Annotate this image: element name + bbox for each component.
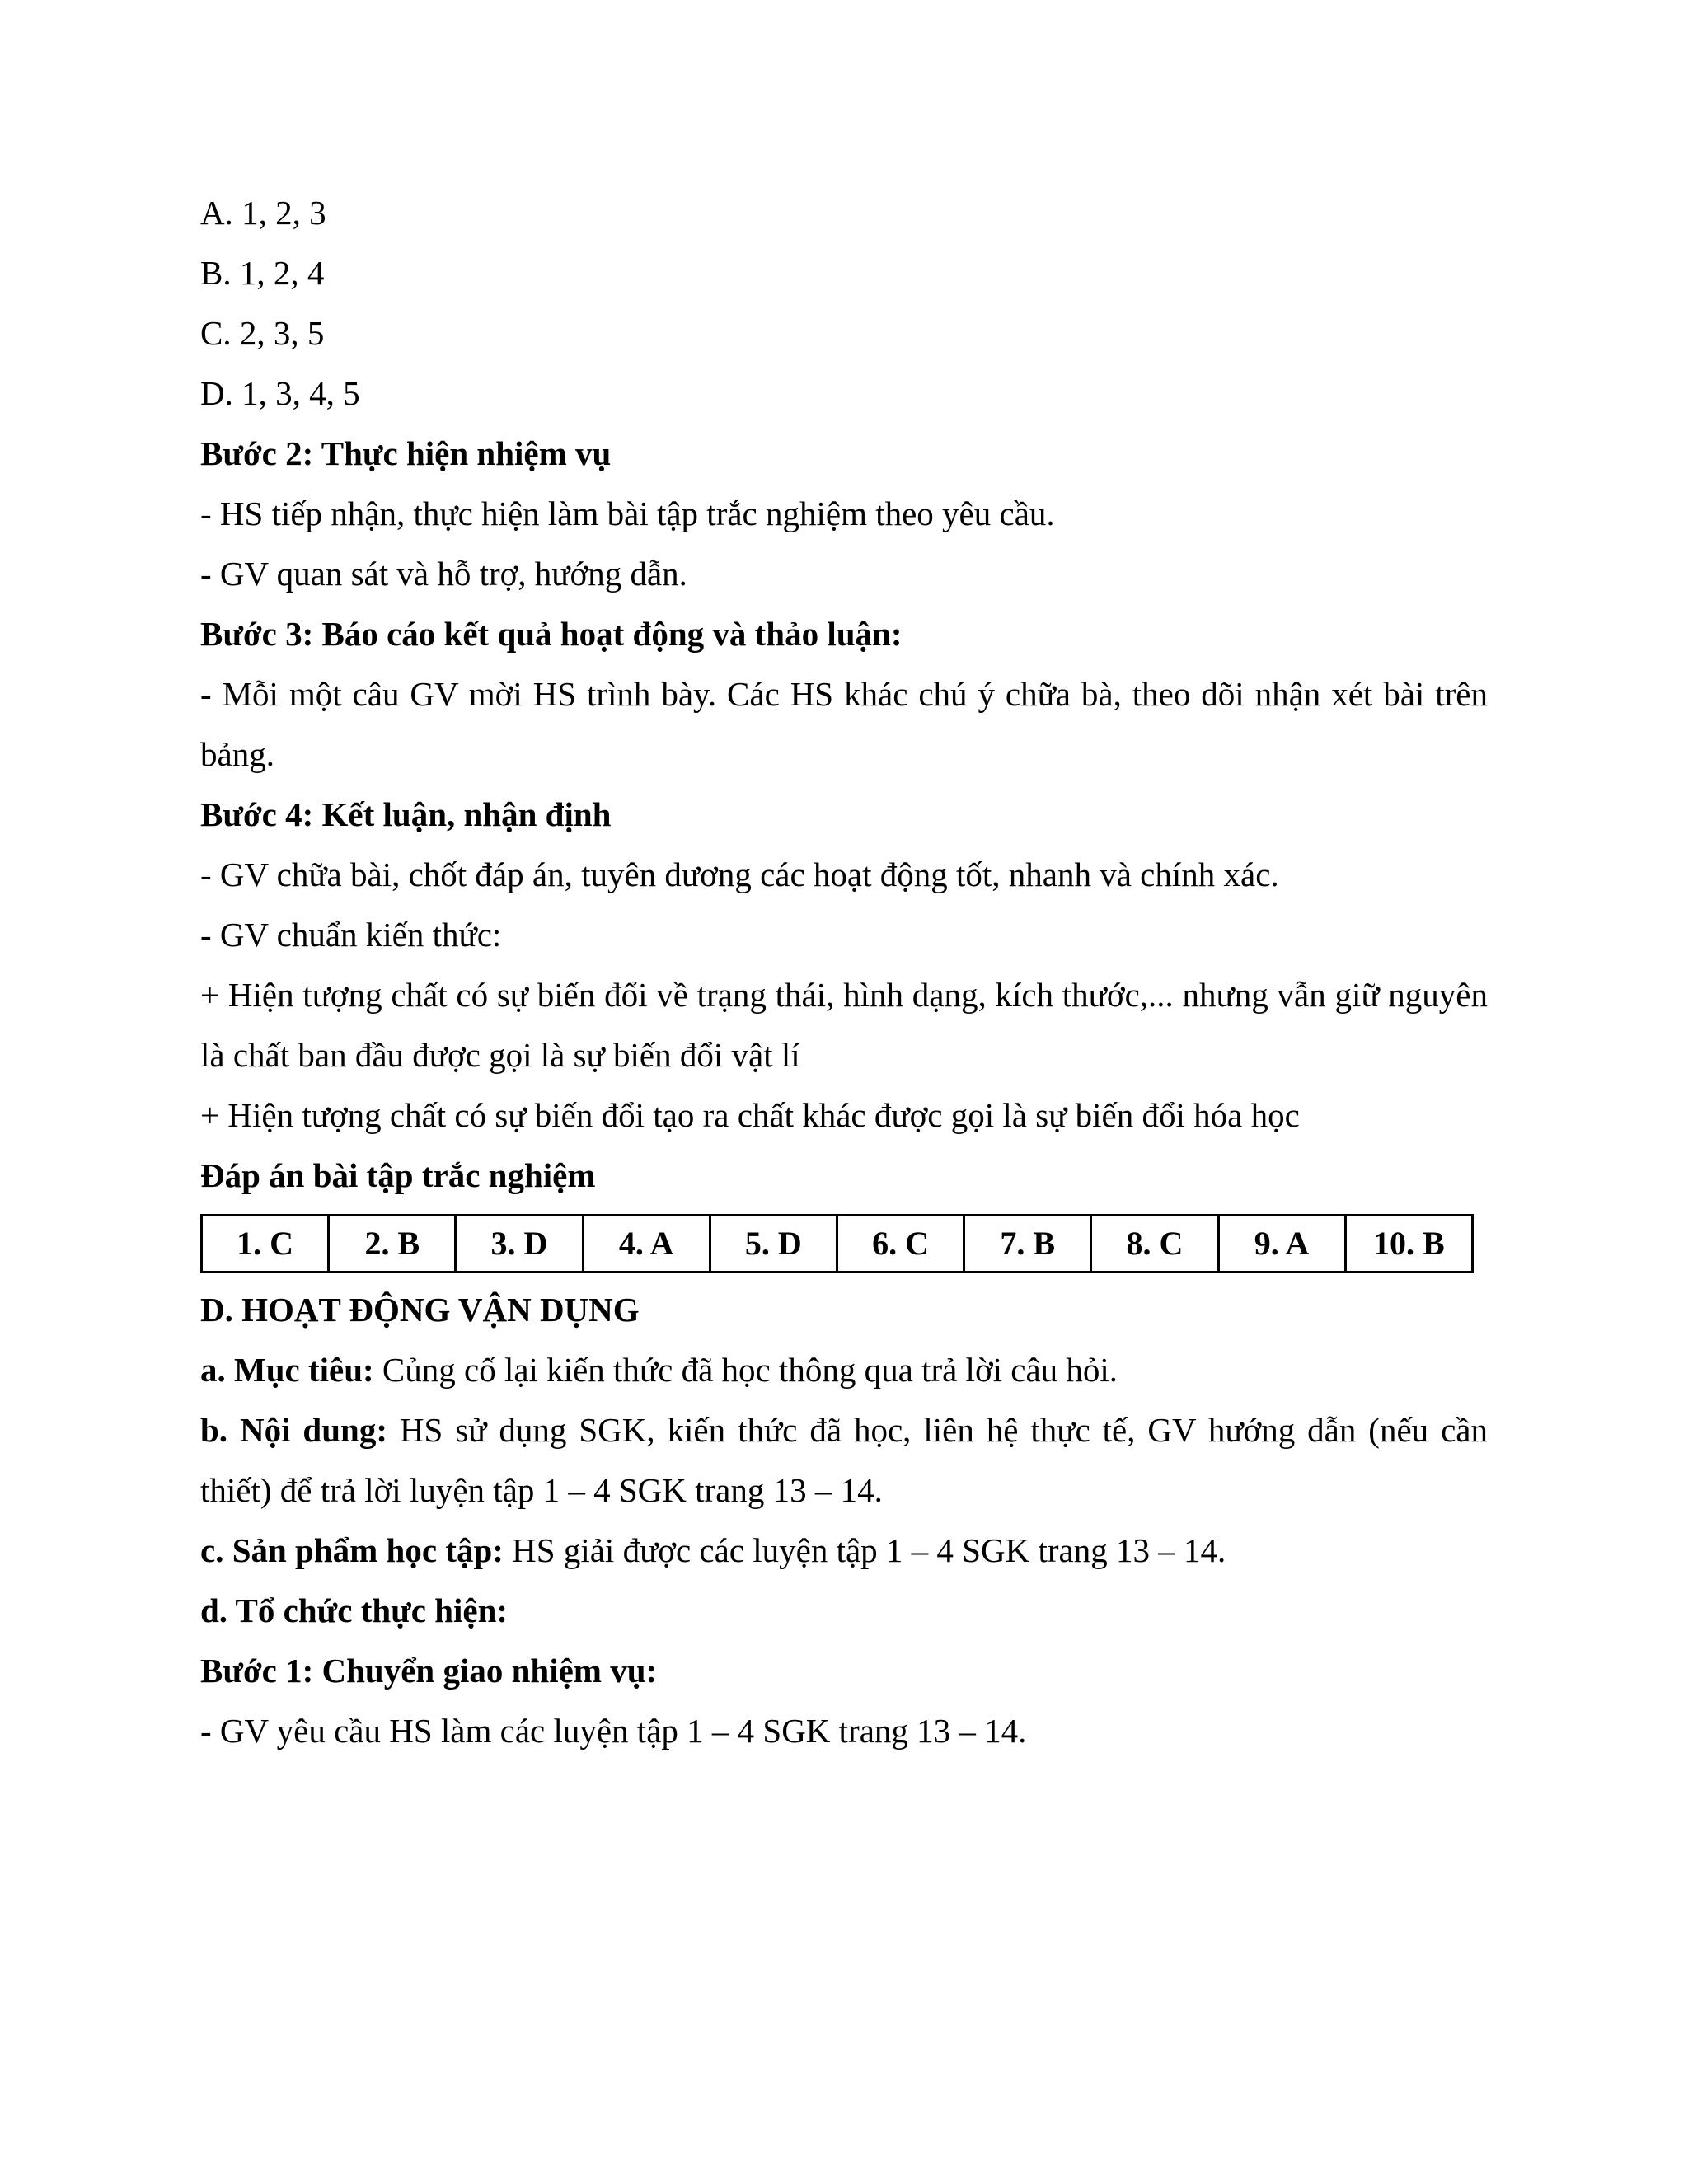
heading-line: Bước 1: Chuyển giao nhiệm vụ: [200,1652,658,1690]
paragraph-line: + Hiện tượng chất có sự biến đổi về trạng thái, hình dạng, kích thước,... nhưng vẫn giữ nguyên là chất ban đầu được gọi là sự biến đổi vật lí [200,976,1488,1074]
heading-line: Đáp án bài tập trắc nghiệm [200,1156,596,1194]
paragraph-line: D. 1, 3, 4, 5 [200,374,360,412]
heading-line: d. Tổ chức thực hiện: [200,1591,509,1629]
paragraph-lead: b. Nội dung: [200,1411,387,1449]
paragraph-text: Củng cố lại kiến thức đã học thông qua trả lời câu hỏi. [373,1351,1118,1389]
paragraph-line [200,1521,1488,1581]
answer-cell: 5. D [710,1216,837,1272]
paragraph-line: - GV chữa bài, chốt đáp án, tuyên dương các hoạt động tốt, nhanh và chính xác. [200,855,1279,893]
paragraph-line [200,1340,1488,1400]
heading-line: D. HOẠT ĐỘNG VẬN DỤNG [200,1291,640,1329]
paragraph-line: C. 2, 3, 5 [200,314,325,352]
document-body [200,183,1488,1761]
answer-cell: 4. A [583,1216,710,1272]
paragraph-text: HS sử dụng SGK, kiến thức đã học, liên hệ thực tế, GV hướng dẫn (nếu cần thiết) để trả lời luyện tập 1 – 4 SGK trang 13 – 14. [200,1411,1488,1509]
paragraph-line: B. 1, 2, 4 [200,254,325,292]
answer-table [200,1214,1474,1273]
paragraph-lead: a. Mục tiêu: [200,1351,374,1389]
paragraph-line: - GV yêu cầu HS làm các luyện tập 1 – 4 SGK trang 13 – 14. [200,1712,1027,1750]
heading-line: Bước 2: Thực hiện nhiệm vụ [200,434,612,472]
heading-line: Bước 3: Báo cáo kết quả hoạt động và thảo luận: [200,615,903,653]
answer-cell: 6. C [837,1216,964,1272]
paragraph-line: - GV chuẩn kiến thức: [200,916,502,954]
answer-cell: 2. B [329,1216,456,1272]
paragraph-lead: c. Sản phẩm học tập: [200,1531,504,1569]
paragraph-line: + Hiện tượng chất có sự biến đổi tạo ra chất khác được gọi là sự biến đổi hóa học [200,1096,1300,1134]
heading-line: Bước 4: Kết luận, nhận định [200,795,612,833]
answer-cell: 8. C [1091,1216,1218,1272]
paragraph-line [200,1400,1488,1521]
answer-cell: 3. D [456,1216,583,1272]
paragraph-line: - Mỗi một câu GV mời HS trình bày. Các HS khác chú ý chữa bà, theo dõi nhận xét bài trên bảng. [200,675,1488,773]
paragraph-line: - GV quan sát và hỗ trợ, hướng dẫn. [200,555,687,593]
paragraph-text: HS giải được các luyện tập 1 – 4 SGK trang 13 – 14. [503,1531,1226,1569]
answer-cell: 1. C [202,1216,329,1272]
answer-cell: 10. B [1345,1216,1472,1272]
answer-cell: 7. B [964,1216,1091,1272]
paragraph-line: A. 1, 2, 3 [200,194,326,232]
answer-table-row [202,1216,1473,1272]
paragraph-line: - HS tiếp nhận, thực hiện làm bài tập trắc nghiệm theo yêu cầu. [200,494,1055,532]
answer-cell: 9. A [1218,1216,1345,1272]
